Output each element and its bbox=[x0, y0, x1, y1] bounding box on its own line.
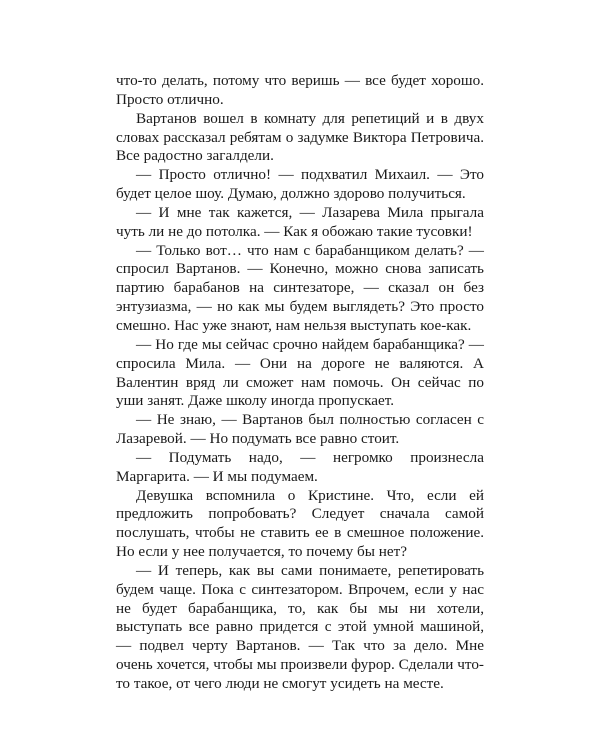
paragraph-5: — Только вот… что нам с барабанщиком делать? — спросил Вартанов. — Конечно, можно снова записать партию барабанов на синтезаторе, — сказал он без энтузиазма, — но как мы будем выглядеть? Это просто смешно. Нас уже знают, нам нельзя выступать кое-как. bbox=[116, 241, 484, 334]
paragraph-10: — И теперь, как вы сами понимаете, репетировать будем чаще. Пока с синтезатором. Впрочем, если у нас не будет барабанщика, то, как бы мы ни хотели, выступать все равно придется с этой умной машиной, — подвел черту Вартанов. — Так что за дело. Мне очень хочется, чтобы мы произвели фурор. Сделали что-то такое, от чего люди не смогут усидеть на месте. bbox=[116, 561, 484, 692]
paragraph-7: — Не знаю, — Вартанов был полностью согласен с Лазаревой. — Но подумать все равно стоит. bbox=[116, 411, 484, 448]
paragraph-2: Вартанов вошел в комнату для репетиций и в двух словах рассказал ребятам о задумке Виктора Петровича. Все радостно загалдели. bbox=[116, 109, 484, 165]
book-page-text bbox=[116, 72, 484, 694]
paragraph-1: что-то делать, потому что веришь — все будет хорошо. Просто отлично. bbox=[116, 72, 484, 108]
paragraph-3: — Просто отлично! — подхватил Михаил. — Это будет целое шоу. Думаю, должно здорово получиться. bbox=[116, 166, 484, 203]
paragraph-8: — Подумать надо, — негромко произнесла Маргарита. — И мы подумаем. bbox=[116, 448, 484, 485]
paragraph-9: Девушка вспомнила о Кристине. Что, если ей предложить попробовать? Следует сначала самой послушать, чтобы не ставить ее в смешное положение. Но если у нее получается, то почему бы нет? bbox=[116, 486, 484, 561]
paragraph-6: — Но где мы сейчас срочно найдем барабанщика? — спросила Мила. — Они на дороге не валяются. А Валентин вряд ли сможет нам помочь. Он сейчас по уши занят. Даже школу иногда пропускает. bbox=[116, 335, 484, 410]
paragraph-4: — И мне так кажется, — Лазарева Мила прыгала чуть ли не до потолка. — Как я обожаю такие тусовки! bbox=[116, 203, 484, 240]
